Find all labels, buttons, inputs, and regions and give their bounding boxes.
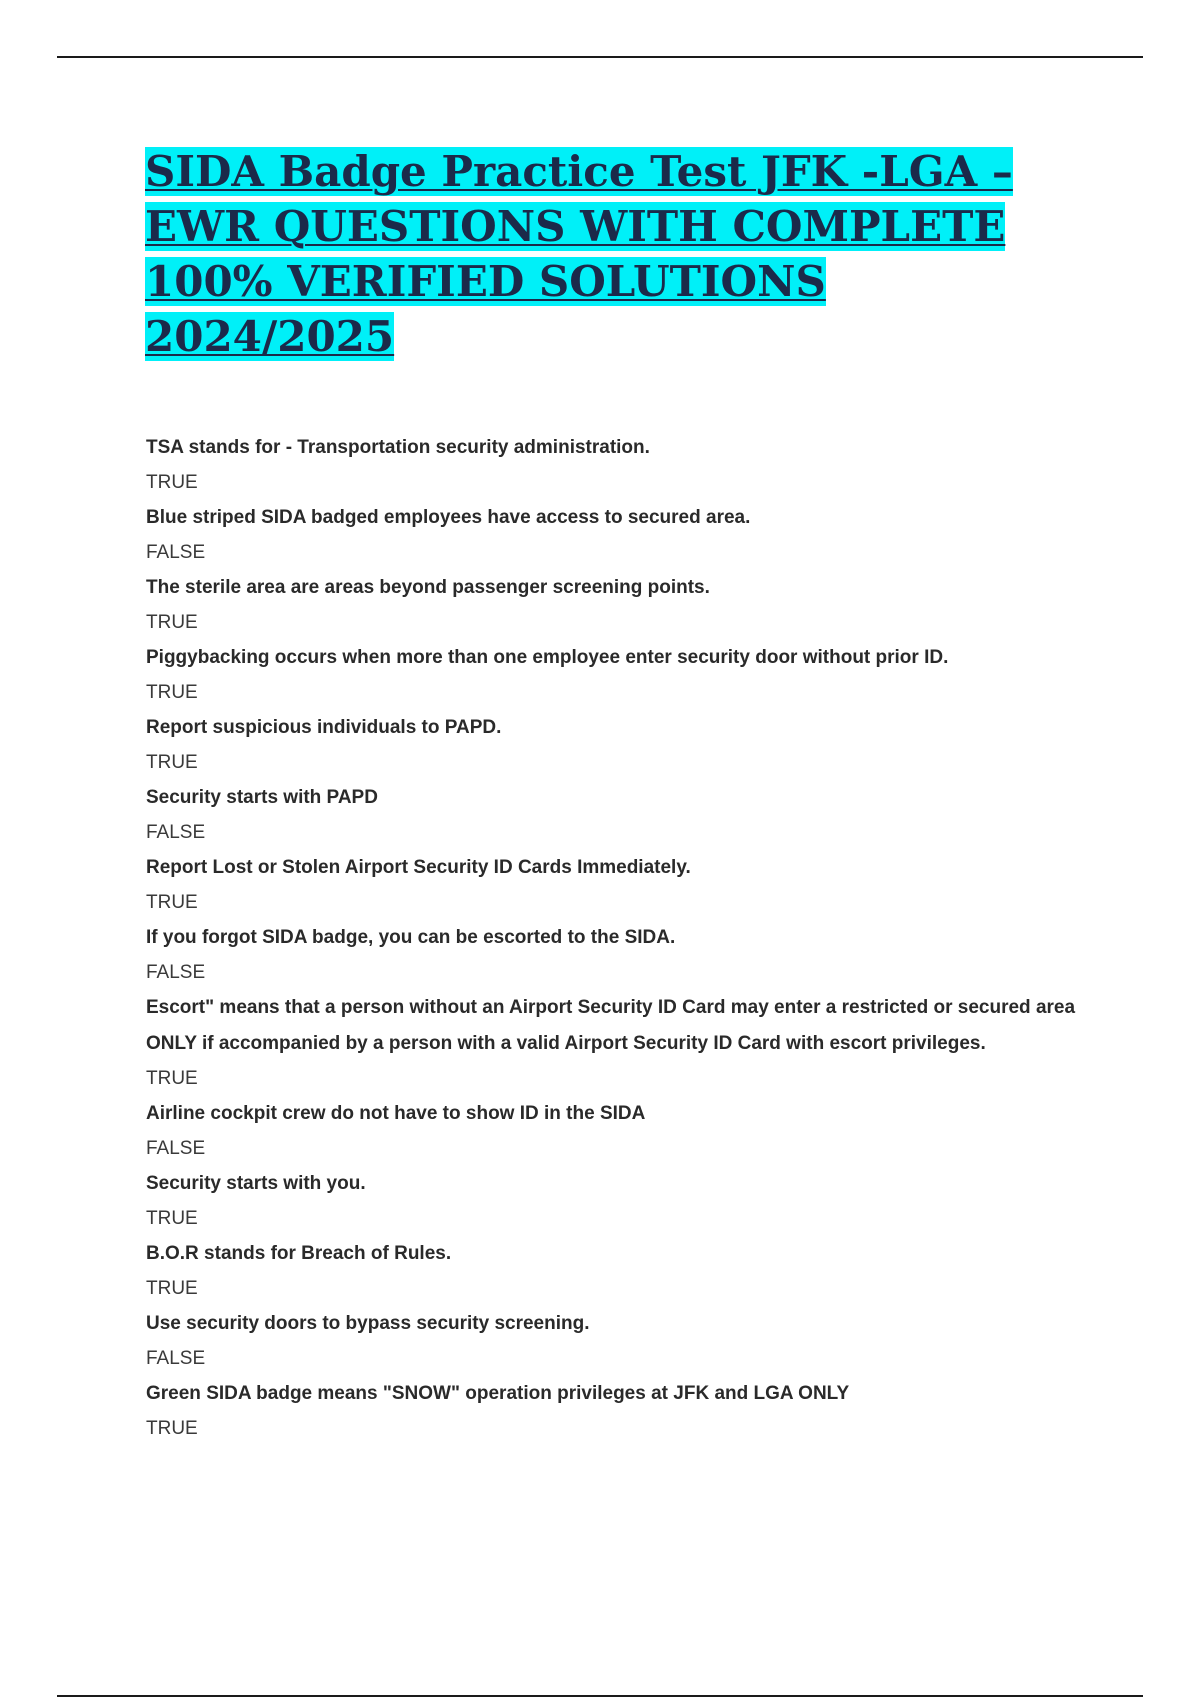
answer-text: TRUE <box>146 752 198 773</box>
question-text: Security starts with you. <box>146 1173 366 1194</box>
qa-item-9 <box>146 990 1096 1096</box>
answer-text: TRUE <box>146 472 198 493</box>
question-text: B.O.R stands for Breach of Rules. <box>146 1243 452 1264</box>
qa-item-5 <box>146 710 1096 780</box>
qa-item-14 <box>146 1376 1096 1446</box>
answer-text: FALSE <box>146 542 206 563</box>
answer-text: TRUE <box>146 1418 198 1439</box>
document-title-text[interactable]: SIDA Badge Practice Test JFK -LGA – EWR QUESTIONS WITH COMPLETE 100% VERIFIED SOLUTIONS 2024/2025 <box>145 147 1013 361</box>
question-text: TSA stands for - Transportation security administration. <box>146 437 650 458</box>
answer-text: TRUE <box>146 1278 198 1299</box>
answer-text: TRUE <box>146 1208 198 1229</box>
question-text: Report suspicious individuals to PAPD. <box>146 717 502 738</box>
answer-text: FALSE <box>146 822 206 843</box>
question-text: Report Lost or Stolen Airport Security ID Cards Immediately. <box>146 857 691 878</box>
bottom-divider <box>57 1695 1143 1697</box>
qa-item-13 <box>146 1306 1096 1376</box>
question-text: Security starts with PAPD <box>146 787 378 808</box>
qa-item-2 <box>146 500 1096 570</box>
qa-item-11 <box>146 1166 1096 1236</box>
question-text: If you forgot SIDA badge, you can be escorted to the SIDA. <box>146 927 676 948</box>
answer-text: FALSE <box>146 1138 206 1159</box>
question-text: Airline cockpit crew do not have to show ID in the SIDA <box>146 1103 646 1124</box>
question-text: Use security doors to bypass security screening. <box>146 1313 590 1334</box>
answer-text: TRUE <box>146 1068 198 1089</box>
top-divider <box>57 56 1143 58</box>
answer-text: FALSE <box>146 962 206 983</box>
question-list <box>146 430 1096 1446</box>
question-text: Escort" means that a person without an Airport Security ID Card may enter a restricted or secured area ONLY if accompanied by a person with a valid Airport Security ID Card with escort privileges. <box>146 997 1076 1054</box>
answer-text: TRUE <box>146 682 198 703</box>
qa-item-7 <box>146 850 1096 920</box>
document-title[interactable] <box>145 144 1085 364</box>
question-text: Piggybacking occurs when more than one employee enter security door without prior ID. <box>146 647 949 668</box>
qa-item-3 <box>146 570 1096 640</box>
qa-item-4 <box>146 640 1096 710</box>
qa-item-8 <box>146 920 1096 990</box>
question-text: Green SIDA badge means "SNOW" operation privileges at JFK and LGA ONLY <box>146 1383 850 1404</box>
qa-item-10 <box>146 1096 1096 1166</box>
answer-text: TRUE <box>146 892 198 913</box>
answer-text: FALSE <box>146 1348 206 1369</box>
question-text: Blue striped SIDA badged employees have access to secured area. <box>146 507 751 528</box>
qa-item-1 <box>146 430 1096 500</box>
question-text: The sterile area are areas beyond passenger screening points. <box>146 577 710 598</box>
answer-text: TRUE <box>146 612 198 633</box>
qa-item-6 <box>146 780 1096 850</box>
qa-item-12 <box>146 1236 1096 1306</box>
